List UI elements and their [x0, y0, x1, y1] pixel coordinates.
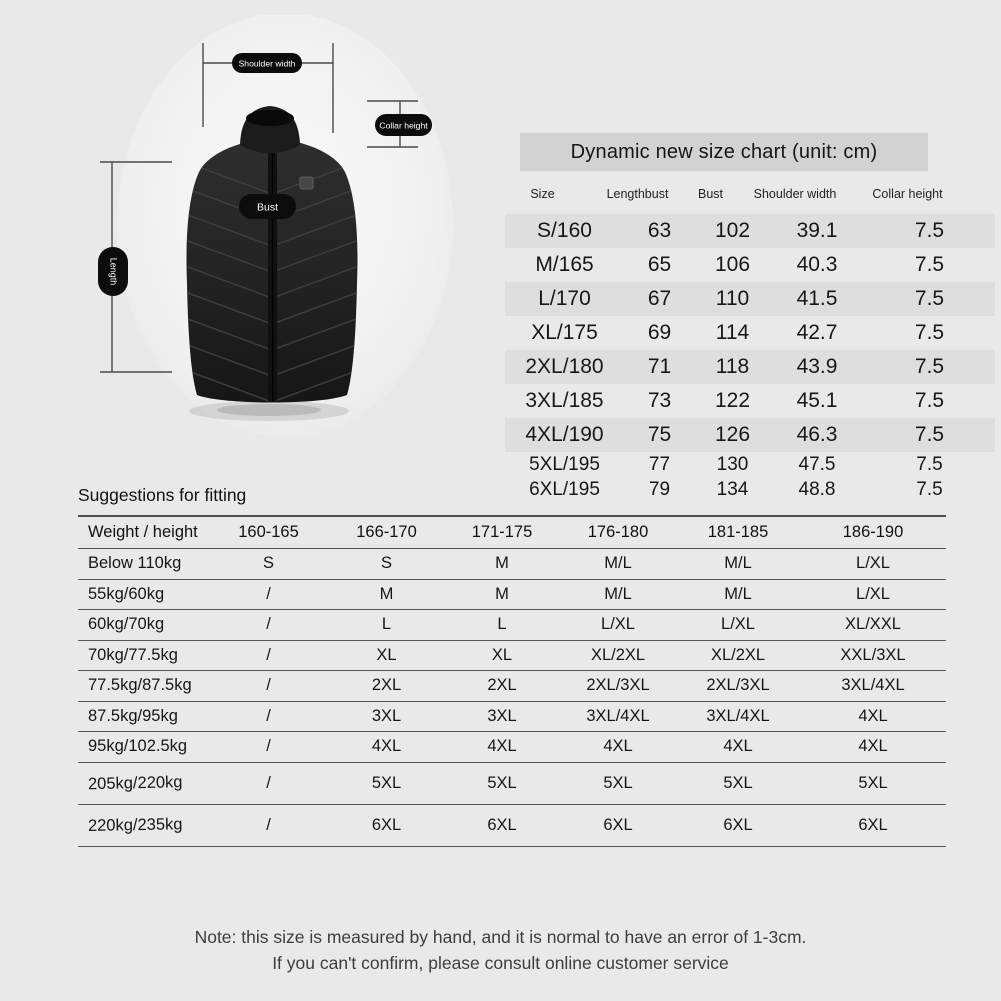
fitting-cell-1: / — [266, 645, 271, 664]
size-cell-size: 3XL/185 — [525, 389, 604, 412]
size-cell-size: 2XL/180 — [525, 355, 604, 378]
fitting-cell-6: 4XL — [858, 706, 888, 725]
size-cell-size: 6XL/195 — [529, 478, 600, 500]
size-chart-row — [505, 452, 995, 477]
size-chart-row — [505, 248, 995, 282]
fitting-row — [78, 549, 946, 580]
fitting-cell-weight: 205kg/220kg — [87, 772, 183, 793]
fitting-cell-4: 6XL — [603, 815, 633, 834]
size-cell-collar: 7.5 — [914, 321, 945, 344]
fitting-row — [78, 805, 946, 847]
fitting-header-row — [78, 517, 946, 549]
fitting-col-160-165: 160-165 — [238, 523, 299, 541]
fitting-col-181-185: 181-185 — [707, 523, 769, 541]
size-cell-shoulder: 46.3 — [796, 423, 838, 446]
size-chart-col-bust: Bust — [697, 187, 723, 201]
size-chart-col-collar: Collar height — [872, 187, 943, 201]
note-block — [0, 924, 1001, 976]
fitting-cell-2: 5XL — [371, 773, 402, 792]
size-chart-title-banner — [520, 133, 928, 171]
size-cell-shoulder: 48.8 — [798, 478, 836, 500]
fitting-cell-5: 5XL — [723, 773, 753, 792]
fitting-cell-weight: 87.5kg/95kg — [88, 706, 178, 725]
size-cell-size: 4XL/190 — [525, 423, 604, 446]
fitting-cell-3: M — [495, 554, 509, 573]
fitting-cell-2: XL — [376, 645, 397, 664]
fitting-cell-4: 2XL/3XL — [586, 676, 650, 695]
fitting-table — [78, 515, 946, 847]
size-cell-length: 63 — [647, 219, 672, 242]
fitting-cell-4: 3XL/4XL — [586, 706, 650, 725]
fitting-cell-3: L — [497, 615, 507, 634]
size-chart-col-length: Lengthbust — [606, 187, 669, 201]
fitting-row — [78, 763, 946, 805]
fitting-cell-4: 5XL — [603, 773, 633, 792]
size-cell-bust: 106 — [714, 253, 751, 276]
size-cell-length: 69 — [647, 321, 672, 344]
size-cell-shoulder: 39.1 — [796, 219, 838, 242]
collar-height-pill — [375, 114, 432, 136]
fitting-cell-weight: 55kg/60kg — [88, 584, 165, 603]
fitting-row — [78, 732, 946, 763]
fitting-row — [78, 641, 946, 672]
fitting-cell-3: 3XL — [487, 706, 517, 725]
size-cell-bust: 110 — [715, 287, 750, 310]
size-cell-shoulder: 47.5 — [798, 453, 836, 475]
size-cell-bust: 134 — [716, 478, 749, 500]
fitting-cell-2: L — [381, 615, 392, 634]
shoulder-width-pill-label: Shoulder width — [238, 58, 296, 69]
size-cell-bust: 114 — [715, 321, 750, 344]
fitting-cell-6: L/XL — [856, 554, 890, 573]
fitting-cell-1: / — [266, 815, 271, 834]
bust-pill-label: Bust — [256, 201, 279, 214]
fitting-cell-4: M/L — [604, 584, 632, 603]
fitting-cell-1: S — [262, 554, 274, 573]
size-cell-collar: 7.5 — [914, 355, 945, 378]
size-cell-size: 5XL/195 — [529, 453, 600, 475]
size-chart-title: Dynamic new size chart (unit: cm) — [570, 140, 878, 163]
fitting-cell-6: XXL/3XL — [840, 645, 906, 664]
fitting-cell-3: 5XL — [487, 773, 517, 792]
size-cell-shoulder: 43.9 — [796, 355, 838, 378]
note-line-1: Note: this size is measured by hand, and it is normal to have an error of 1-3cm. — [194, 927, 807, 947]
fitting-col-176-180: 176-180 — [587, 523, 649, 541]
heat-button-icon — [300, 177, 313, 189]
fitting-cell-6: XL/XXL — [845, 615, 901, 634]
size-cell-bust: 118 — [715, 355, 750, 378]
fitting-cell-5: M/L — [724, 554, 752, 573]
fitting-row — [78, 580, 946, 611]
size-cell-length: 65 — [647, 253, 672, 276]
fitting-cell-1: / — [266, 773, 271, 792]
size-cell-length: 71 — [647, 355, 672, 378]
fitting-cell-weight: 70kg/77.5kg — [88, 645, 178, 664]
size-cell-collar: 7.5 — [914, 287, 945, 310]
size-cell-bust: 102 — [714, 219, 751, 242]
vest-collar-inner — [246, 110, 294, 126]
note-line-2: If you can't confirm, please consult online customer service — [272, 953, 729, 973]
fitting-cell-2: 6XL — [371, 815, 402, 834]
fitting-body — [78, 549, 946, 847]
size-cell-collar: 7.5 — [914, 253, 945, 276]
size-cell-collar: 7.5 — [916, 478, 943, 500]
size-chart-body — [505, 214, 995, 502]
fitting-cell-1: / — [266, 615, 271, 634]
size-cell-collar: 7.5 — [914, 389, 945, 412]
size-cell-length: 75 — [647, 423, 672, 446]
fitting-section — [78, 485, 946, 847]
fitting-cell-5: XL/2XL — [710, 645, 766, 664]
fitting-title: Suggestions for fitting — [78, 485, 247, 505]
fitting-cell-5: M/L — [724, 584, 752, 603]
fitting-cell-weight: 220kg/235kg — [87, 814, 183, 835]
fitting-cell-5: 6XL — [723, 815, 753, 834]
fitting-cell-5: 3XL/4XL — [706, 706, 770, 725]
size-cell-length: 73 — [647, 389, 672, 412]
size-cell-shoulder: 41.5 — [796, 287, 838, 310]
fitting-cell-weight: 60kg/70kg — [88, 615, 165, 634]
fitting-col-171-175: 171-175 — [471, 523, 533, 541]
size-cell-collar: 7.5 — [914, 219, 945, 242]
size-chart-col-size: Size — [530, 187, 555, 201]
fitting-cell-1: / — [266, 584, 271, 603]
fitting-cell-1: / — [266, 706, 271, 725]
size-cell-collar: 7.5 — [916, 453, 943, 475]
vest-shadow-core — [217, 404, 321, 416]
fitting-cell-6: 3XL/4XL — [841, 676, 905, 695]
vest-photo-svg — [55, 15, 475, 445]
size-chart-row — [505, 384, 995, 418]
size-cell-size: S/160 — [537, 219, 592, 242]
size-cell-shoulder: 42.7 — [796, 321, 838, 344]
fitting-cell-4: L/XL — [601, 615, 635, 634]
fitting-cell-3: M — [495, 584, 509, 603]
size-cell-bust: 130 — [716, 453, 749, 475]
fitting-cell-2: 3XL — [371, 706, 402, 725]
size-cell-size: L/170 — [538, 287, 591, 310]
length-pill-label: Length — [108, 257, 119, 286]
size-cell-length: 77 — [648, 453, 671, 475]
size-cell-size: M/165 — [535, 253, 594, 276]
size-cell-shoulder: 45.1 — [796, 389, 838, 412]
size-chart-row — [505, 316, 995, 350]
fitting-cell-2: M — [379, 584, 394, 603]
size-cell-collar: 7.5 — [914, 423, 945, 446]
vest-figure — [55, 15, 475, 445]
fitting-cell-4: 4XL — [603, 737, 633, 756]
collar-height-pill-label: Collar height — [379, 120, 428, 131]
bust-pill — [239, 194, 296, 219]
fitting-row — [78, 702, 946, 733]
fitting-cell-6: 5XL — [858, 773, 888, 792]
fitting-cell-3: 6XL — [487, 815, 517, 834]
fitting-cell-6: 6XL — [858, 815, 888, 834]
fitting-cell-5: L/XL — [721, 615, 755, 634]
fitting-col-186-190: 186-190 — [842, 523, 904, 541]
fitting-cell-4: M/L — [604, 554, 632, 573]
fitting-cell-weight: Below 110kg — [88, 554, 182, 573]
fitting-cell-4: XL/2XL — [590, 645, 646, 664]
size-cell-length: 79 — [648, 478, 671, 500]
size-cell-shoulder: 40.3 — [796, 253, 838, 276]
size-cell-bust: 126 — [714, 423, 751, 446]
fitting-row — [78, 610, 946, 641]
fitting-cell-1: / — [266, 737, 271, 756]
size-chart-row — [505, 214, 995, 248]
size-chart-section — [505, 133, 995, 502]
size-chart-col-shoulder: Shoulder width — [753, 187, 837, 201]
fitting-cell-3: XL — [491, 645, 513, 664]
fitting-row — [78, 671, 946, 702]
size-cell-bust: 122 — [714, 389, 751, 412]
fitting-col-166-170: 166-170 — [356, 523, 417, 541]
length-pill — [98, 247, 128, 296]
fitting-cell-1: / — [266, 676, 271, 695]
size-chart-header-row — [483, 187, 973, 201]
fitting-cell-6: 4XL — [858, 737, 888, 756]
size-cell-size: XL/175 — [531, 321, 598, 344]
fitting-cell-5: 2XL/3XL — [706, 676, 770, 695]
fitting-cell-weight: 77.5kg/87.5kg — [88, 676, 192, 695]
size-chart-row — [505, 350, 995, 384]
fitting-cell-5: 4XL — [723, 737, 753, 756]
fitting-cell-2: S — [380, 554, 392, 573]
size-chart-row — [505, 418, 995, 452]
fitting-cell-weight: 95kg/102.5kg — [88, 737, 188, 756]
fitting-col-weight-height: Weight / height — [88, 523, 198, 541]
fitting-cell-2: 2XL — [371, 676, 402, 695]
fitting-cell-2: 4XL — [371, 737, 402, 756]
size-chart-row — [505, 282, 995, 316]
fitting-cell-3: 2XL — [487, 676, 517, 695]
size-cell-length: 67 — [647, 287, 672, 310]
fitting-cell-3: 4XL — [487, 737, 517, 756]
fitting-cell-6: L/XL — [856, 584, 890, 603]
shoulder-width-pill — [232, 53, 302, 73]
